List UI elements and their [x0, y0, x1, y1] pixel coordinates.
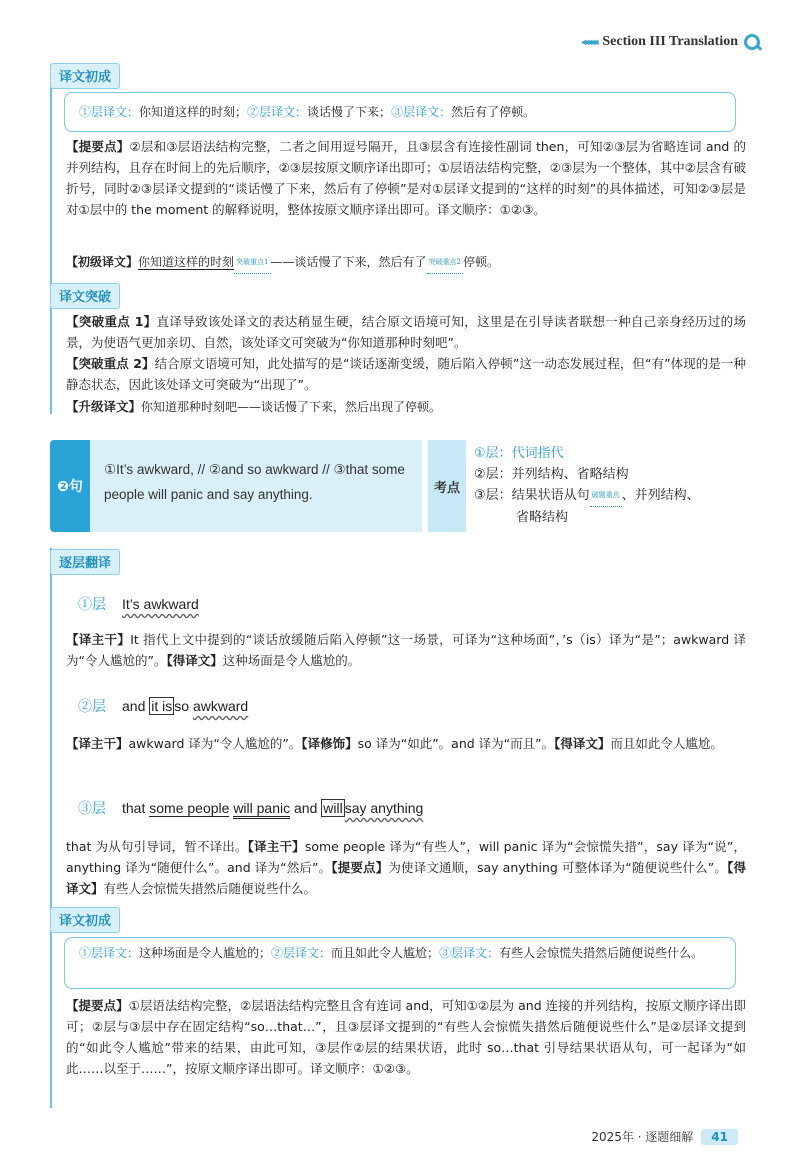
kaodian-list: [474, 443, 754, 528]
tag-chucheng: 译文初成: [50, 63, 120, 89]
page-header: [581, 34, 760, 50]
layer-3-line: [78, 798, 423, 818]
sentence-text: ①It’s awkward, // ②and so awkward // ③that some people will panic and say anything.: [104, 462, 405, 502]
l3-text3: 有些人会惊慌失措然后随便说些什么。: [103, 881, 317, 896]
point2-label: 【提要点】: [66, 998, 129, 1013]
left-rule: [50, 64, 52, 414]
point-item: ②层：并列结构、省略结构: [474, 467, 629, 482]
l3-label1: 【译主干】: [247, 839, 305, 854]
l3-and: and: [294, 800, 318, 816]
layer-2-line: [78, 696, 248, 716]
l1-label2: 【得译文】: [166, 653, 223, 668]
layer2-analysis: [66, 733, 746, 754]
bt2-text: 结合原文语境可知，此处描写的是“谈话逐渐变缓，随后陷入停顿”这一动态发展过程，但“有”体现的是一种静态状态，因此该处译文可突破为“出现了”。: [66, 356, 746, 392]
layer2-text: 谈话慢了下来；: [307, 105, 392, 119]
layer3-label: ③层译文：: [391, 105, 452, 119]
l2-awkward: awkward: [192, 698, 249, 714]
layer2-label: ②层译文：: [247, 105, 308, 119]
kaodian-label: 考点: [428, 440, 466, 532]
tag-chucheng-2: 译文初成: [50, 907, 120, 933]
layer2-tag: ②层: [78, 698, 106, 714]
l2-so: so: [174, 698, 190, 714]
b2-t3: 有些人会惊慌失措然后随便说些什么。: [499, 946, 704, 960]
mini-tag-2: 突破重点2: [427, 252, 463, 274]
l2-label2: 【译修饰】: [301, 736, 358, 751]
layer-1-line: [78, 594, 199, 614]
layer1-text: 你知道这样的时刻；: [139, 105, 248, 119]
l3-sayanything: say anything: [344, 800, 424, 816]
basic-translation: [66, 252, 746, 274]
l3-willpanic: will panic: [233, 800, 290, 819]
l2-text3: 而且如此令人尴尬。: [610, 736, 723, 751]
bt2-label: 【突破重点 2】: [66, 356, 155, 371]
point-paragraph-2: [66, 995, 746, 1079]
b2-l2: ②层译文：: [271, 946, 332, 960]
point-item: ①层：代词指代: [474, 446, 564, 461]
l2-itis: it is: [151, 698, 173, 714]
point-item: 省略结构: [516, 510, 569, 525]
l1-label1: 【译主干】: [66, 632, 131, 647]
layer3-tag: ③层: [78, 800, 106, 816]
l1-text2: 这种场面是令人尴尬的。: [222, 653, 361, 668]
b2-l1: ①层译文：: [79, 946, 140, 960]
l2-label1: 【译主干】: [66, 736, 129, 751]
layer1-label: ①层译文：: [79, 105, 140, 119]
page-number: 41: [701, 1129, 738, 1145]
l1-text1: It 指代上文中提到的“谈话放缓随后陷入停顿”这一场景，可译为“这种场面”，’s（is）译为“是”；awkward 译为“令人尴尬的”。: [66, 632, 746, 668]
point-label: 【提要点】: [66, 139, 130, 154]
magnifier-logo-icon: [744, 34, 760, 50]
basic-a: 你知道这样的时刻: [138, 255, 235, 269]
b2-t2: 而且如此令人尴尬；: [331, 946, 440, 960]
translation-box-1: [64, 92, 736, 132]
upgraded-label: 【升级译文】: [66, 399, 142, 414]
point-item: 、并列结构、: [621, 488, 700, 503]
layer1-tag: ①层: [78, 596, 106, 612]
b2-l3: ③层译文：: [439, 946, 500, 960]
point-paragraph-1: [66, 136, 746, 220]
l3-will: will: [323, 800, 343, 816]
layer1-english: It’s awkward: [122, 596, 199, 612]
l3-that: that: [122, 800, 146, 816]
mini-tag-1: 突破重点1: [234, 252, 270, 274]
l3-text2: 为使译文通顺，say anything 可整体译为“随便说些什么”。: [388, 860, 728, 875]
l2-text2: so 译为“如此”。and 译为“而且”。: [357, 736, 555, 751]
left-rule-2: [50, 548, 52, 1108]
basic-c: 停顿。: [462, 255, 499, 269]
tag-zhuceng: 逐层翻译: [50, 549, 120, 575]
bt1-text: 直译导致该处译文的表达稍显生硬，结合原文语境可知，这里是在引导读者联想一种自己亲身经历过的场景，为使语气更加亲切、自然，该处译文可突破为“你知道那种时刻吧”。: [66, 314, 746, 350]
l3-somepeople: some people: [149, 800, 230, 816]
tag-tupo: 译文突破: [50, 283, 120, 309]
upgraded-translation: [66, 396, 746, 418]
upgraded-text: 你知道那种时刻吧——谈话慢了下来，然后出现了停顿。: [141, 400, 442, 414]
page-footer: [591, 1128, 738, 1145]
footer-text: 2025年 · 逐题细解: [591, 1130, 694, 1144]
l3-label2: 【提要点】: [331, 860, 389, 875]
translation-box-2: [64, 937, 736, 989]
layer3-text: 然后有了停顿。: [451, 105, 536, 119]
breakthrough-1: [66, 311, 746, 353]
point2-text: ①层语法结构完整，②层语法结构完整且含有连词 and，可知①②层为 and 连接的并列结构，按原文顺序译出即可；②层与③层中存在固定结构“so…that…”，且③层译文提到的“有些人会惊慌失措然后随便说些什么”是②层译文提到的“如此令人尴尬”带来的结果，由此可知，③层作②层的结果状语，此时 so…that 引导结果状语从句，可一起译为“如此……以至于……”，按原文顺序译出即可。译文顺序：①②③。: [66, 998, 746, 1076]
l3-text0: that 为从句引导词，暂不译出。: [66, 839, 248, 854]
mini-tag-3: 破题重点: [590, 485, 622, 507]
layer1-analysis: [66, 629, 746, 671]
l3-label3: 【得译文】: [66, 860, 746, 896]
bt1-label: 【突破重点 1】: [66, 314, 157, 329]
l2-and: and: [122, 698, 146, 714]
layer3-analysis: [66, 836, 746, 899]
section-title: Section III Translation: [602, 34, 738, 49]
basic-label: 【初级译文】: [66, 255, 139, 269]
point-text: ②层和③层语法结构完整，二者之间用逗号隔开，且③层含有连接性副词 then，可知②③层为省略连词 and 的并列结构，且存在时间上的先后顺序，②③层按原文顺序译出即可；①层语法结构完整，②③层为一个整体，其中②层含有破折号，同时②③层译文提到的“谈话慢了下来，然后有了停顿”是对①层译文提到的“这样的时刻”的具体描述，可知②③层是对①层中的 the moment 的解释说明，整体按原文顺序译出即可。译文顺序：①②③。: [66, 139, 746, 217]
l2-text1: awkward 译为“令人尴尬的”。: [128, 736, 302, 751]
sentence-number: ❷句: [50, 440, 90, 532]
l3-text1: some people 译为“有些人”，will panic 译为“会惊慌失措”，say 译为“说”，anything 译为“随便什么”。and 译为“然后”。: [66, 839, 746, 875]
basic-b: ——谈话慢了下来，然后有了: [270, 255, 427, 269]
arrows-icon: ◂◂◂◂◂: [581, 36, 597, 48]
b2-t1: 这种场面是令人尴尬的；: [139, 946, 272, 960]
point-item: ③层：结果状语从句: [474, 488, 590, 503]
l2-label3: 【得译文】: [554, 736, 611, 751]
breakthrough-2: [66, 353, 746, 395]
